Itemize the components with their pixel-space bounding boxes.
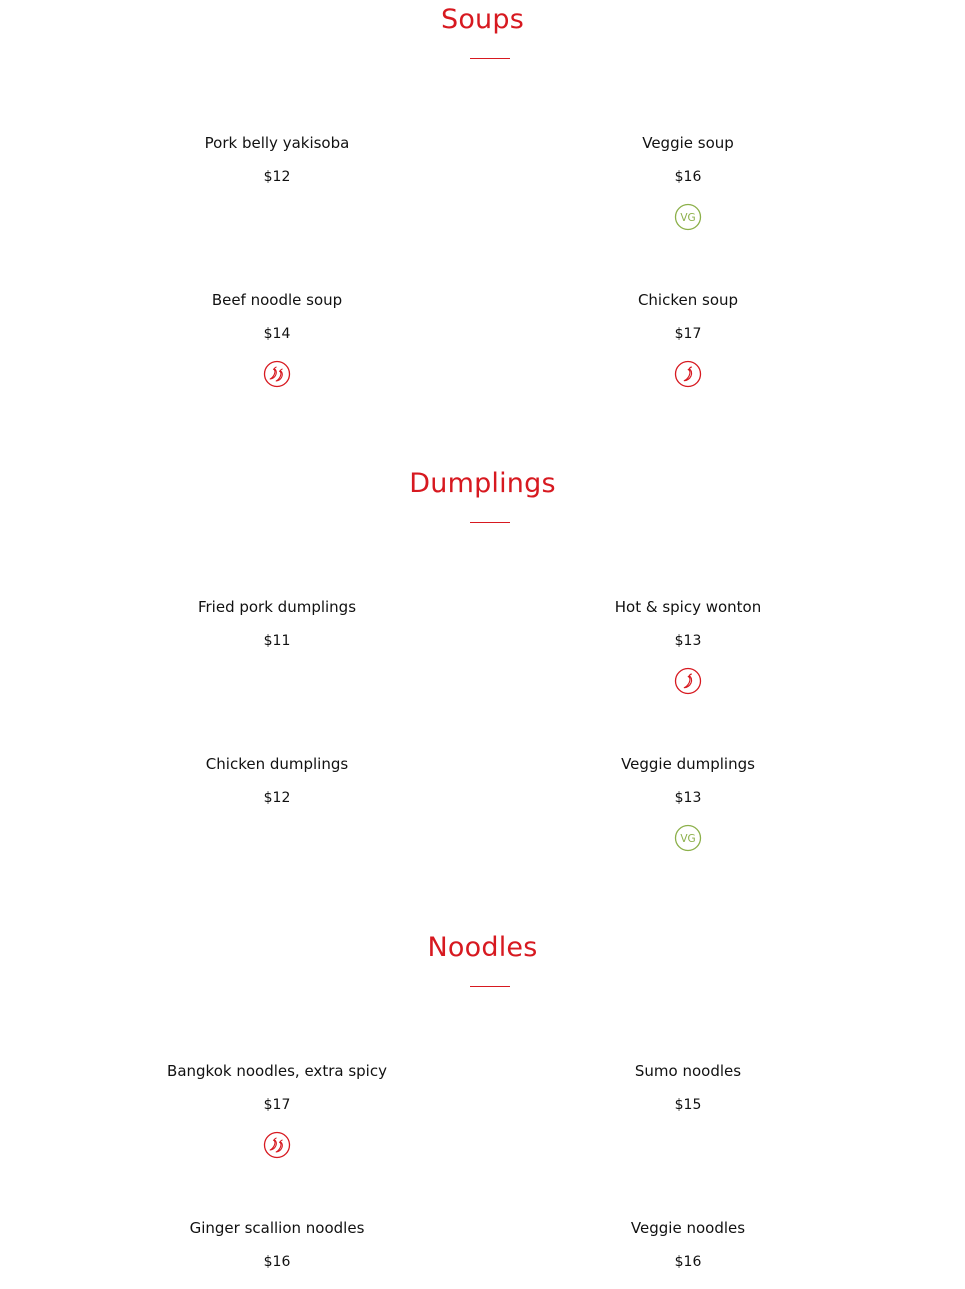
chili-icon — [674, 360, 702, 388]
item-price: $13 — [674, 633, 702, 649]
double-chili-icon — [263, 360, 291, 388]
vegan-badge-text: VG — [680, 212, 696, 224]
section-divider — [470, 986, 510, 987]
double-chili-icon — [263, 1131, 291, 1159]
item-name: Hot & spicy wonton — [614, 598, 762, 616]
item-name: Veggie noodles — [630, 1219, 746, 1237]
section-title: Soups — [441, 4, 524, 35]
item-name: Veggie dumplings — [621, 755, 755, 773]
section-divider — [470, 522, 510, 523]
item-name: Pork belly yakisoba — [204, 134, 350, 152]
menu-item — [77, 133, 477, 187]
item-name: Chicken dumplings — [205, 755, 349, 773]
menu-item — [488, 133, 888, 231]
item-price: $11 — [263, 633, 291, 649]
menu-item — [488, 290, 888, 388]
item-price: $17 — [674, 326, 702, 342]
item-price: $15 — [674, 1097, 702, 1113]
menu-item — [77, 290, 477, 388]
section-title: Noodles — [427, 932, 538, 963]
menu-item — [77, 754, 477, 808]
menu-item — [77, 1218, 477, 1272]
section-divider — [470, 58, 510, 59]
item-price: $16 — [263, 1254, 291, 1270]
item-price: $12 — [263, 169, 291, 185]
vegan-badge-text: VG — [680, 833, 696, 845]
menu-item — [77, 597, 477, 651]
section-title: Dumplings — [409, 468, 556, 499]
item-name: Bangkok noodles, extra spicy — [167, 1062, 387, 1080]
item-price: $14 — [263, 326, 291, 342]
item-name: Sumo noodles — [634, 1062, 742, 1080]
item-name: Ginger scallion noodles — [189, 1219, 365, 1237]
menu-item — [488, 1218, 888, 1272]
menu-item — [488, 754, 888, 852]
item-price: $13 — [674, 790, 702, 806]
item-price: $16 — [674, 1254, 702, 1270]
menu-item — [77, 1061, 477, 1159]
item-name: Veggie soup — [642, 134, 734, 152]
item-name: Chicken soup — [637, 291, 739, 309]
item-price: $12 — [263, 790, 291, 806]
item-price: $16 — [674, 169, 702, 185]
vegan-icon — [674, 824, 702, 852]
menu-item — [488, 597, 888, 695]
item-name: Beef noodle soup — [211, 291, 343, 309]
menu-item — [488, 1061, 888, 1115]
item-price: $17 — [263, 1097, 291, 1113]
vegan-icon — [674, 203, 702, 231]
chili-icon — [674, 667, 702, 695]
item-name: Fried pork dumplings — [197, 598, 357, 616]
